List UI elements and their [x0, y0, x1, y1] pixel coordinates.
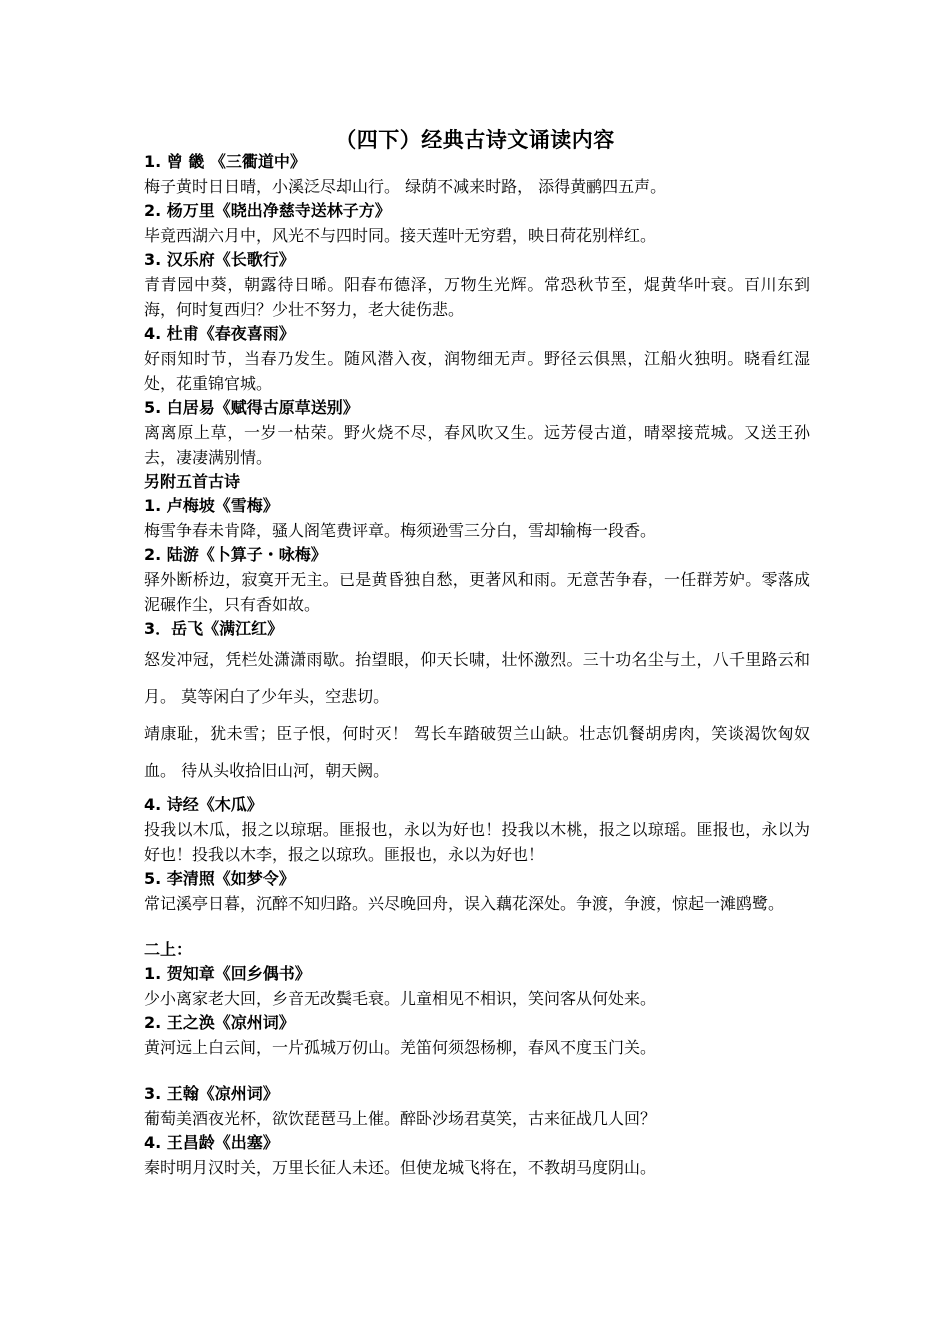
poem-text: 少小离家老大回，乡音无改鬓毛衰。儿童相见不相识，笑问客从何处来。 — [144, 989, 657, 1008]
poem-text: 好雨知时节，当春乃发生。随风潜入夜，润物细无声。野径云俱黑，江船火独明。晓看红湿处，花重锦官城。 — [144, 349, 810, 393]
poem-heading: 2. 杨万里《晓出净慈寺送林子方》 — [144, 201, 391, 220]
poem-text: 怒发冲冠，凭栏处潇潇雨歇。抬望眼，仰天长啸，壮怀激烈。三十功名尘与土，八千里路云和月。 莫等闲白了少年头，空悲切。 — [144, 650, 810, 706]
poem-heading: 3．岳飞《满江红》 — [144, 619, 284, 638]
poem-heading: 3. 汉乐府《长歌行》 — [144, 250, 295, 269]
poem-text: 青青园中葵，朝露待日晞。阳春布德泽，万物生光辉。常恐秋节至，焜黄华叶衰。百川东到海，何时复西归？少壮不努力，老大徒伤悲。 — [144, 275, 810, 319]
poem-text: 驿外断桥边，寂寞开无主。已是黄昏独自愁，更著风和雨。无意苦争春，一任群芳妒。零落成泥碾作尘，只有香如故。 — [144, 570, 810, 614]
poem-text: 离离原上草，一岁一枯荣。野火烧不尽，春风吹又生。远芳侵古道，晴翠接荒城。又送王孙去，凄凄满别情。 — [144, 423, 810, 467]
poem-text: 黄河远上白云间，一片孤城万仞山。羌笛何须怨杨柳，春风不度玉门关。 — [144, 1038, 657, 1057]
poem-text: 葡萄美酒夜光杯，欲饮琵琶马上催。醉卧沙场君莫笑，古来征战几人回？ — [144, 1109, 657, 1128]
poem-heading: 2. 陆游《卜算子・咏梅》 — [144, 545, 327, 564]
poem-text: 靖康耻，犹未雪；臣子恨，何时灭！ 驾长车踏破贺兰山缺。壮志饥餐胡虏肉，笑谈渴饮匈奴血。 待从头收拾旧山河，朝天阙。 — [144, 724, 810, 780]
poem-text: 秦时明月汉时关，万里长征人未还。但使龙城飞将在，不教胡马度阴山。 — [144, 1158, 657, 1177]
poem-heading: 1. 曾 畿 《三衢道中》 — [144, 152, 306, 171]
poem-heading: 5. 白居易《赋得古原草送别》 — [144, 398, 359, 417]
poem-text: 常记溪亭日暮，沉醉不知归路。兴尽晚回舟，误入藕花深处。争渡，争渡，惊起一滩鸥鹭。 — [144, 894, 785, 913]
poem-heading: 4. 王昌龄《出塞》 — [144, 1133, 279, 1152]
section-heading: 二上： — [144, 940, 193, 959]
document-body — [144, 150, 810, 1180]
poem-text: 梅子黄时日日晴，小溪泛尽却山行。 绿荫不减来时路， 添得黄鹂四五声。 — [144, 177, 667, 196]
poem-heading: 2. 王之涣《凉州词》 — [144, 1013, 295, 1032]
poem-heading: 4. 诗经《木瓜》 — [144, 795, 263, 814]
document-title: （四下）经典古诗文诵读内容 — [335, 128, 615, 152]
poem-heading: 1. 贺知章《回乡偶书》 — [144, 964, 311, 983]
poem-heading: 1. 卢梅坡《雪梅》 — [144, 496, 279, 515]
poem-text: 梅雪争春未肯降，骚人阁笔费评章。梅须逊雪三分白，雪却输梅一段香。 — [144, 521, 657, 540]
poem-heading: 4. 杜甫《春夜喜雨》 — [144, 324, 295, 343]
poem-heading: 3. 王翰《凉州词》 — [144, 1084, 279, 1103]
appendix-heading: 另附五首古诗 — [144, 472, 241, 491]
poem-heading: 5. 李清照《如梦令》 — [144, 869, 295, 888]
poem-text: 投我以木瓜，报之以琼琚。匪报也，永以为好也！投我以木桃，报之以琼瑶。匪报也，永以为好也！投我以木李，报之以琼玖。匪报也，永以为好也！ — [144, 820, 810, 864]
poem-text: 毕竟西湖六月中，风光不与四时同。接天莲叶无穷碧，映日荷花别样红。 — [144, 226, 657, 245]
